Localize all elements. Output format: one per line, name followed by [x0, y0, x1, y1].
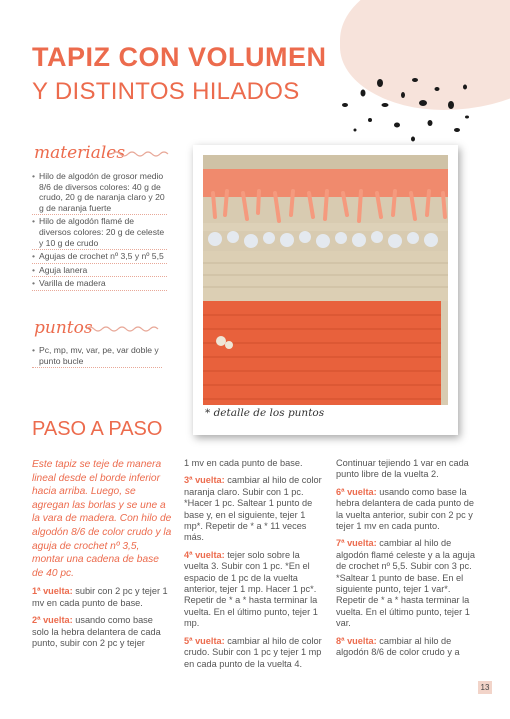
step-label: 5ª vuelta:: [184, 635, 225, 646]
step-label: 6ª vuelta:: [336, 486, 377, 497]
squiggle-decoration: [86, 325, 166, 333]
materials-list: [32, 170, 167, 291]
step-text: subir con 2 pc y tejer 1 mv en cada punto de base.: [32, 586, 168, 608]
step-text: tejer solo sobre la vuelta 3. Subir con 1 pc. *En el espacio de 1 pc de la vuelta anterior, tejer 1 mp. Hacer 1 pc*. Repetir de * a * hasta terminar la vuelta. En el último punto, tejer 1 mp.: [184, 549, 318, 629]
photo-caption: * detalle de los puntos: [205, 407, 325, 419]
step-text: cambiar al hilo de algodón 8/6 de color crudo y a: [336, 635, 460, 658]
text-column-2: [184, 458, 324, 676]
step-paragraph: [336, 636, 478, 659]
step-label: 8ª vuelta:: [336, 635, 377, 646]
step-text: cambiar al hilo de color naranja claro. Subir con 1 pc. *Hacer 1 pc. Saltear 1 punto de base y, en el siguiente, tejer 1 mp*. Repetir de * a * 11 veces más.: [184, 475, 322, 543]
list-item: • Hilo de algodón de grosor medio 8/6 de diversos colores: 40 g de crudo, 20 g de naranja claro y 20 g de naranja fuerte: [32, 170, 167, 215]
list-item: • Agujas de crochet nº 3,5 y nº 5,5: [32, 250, 167, 264]
squiggle-decoration: [112, 150, 172, 158]
stitches-list: [32, 345, 162, 368]
tapestry-photo: [203, 155, 448, 405]
step-paragraph: [32, 615, 172, 649]
step-label: 2ª vuelta:: [32, 615, 73, 626]
page-subtitle: Y DISTINTOS HILADOS: [32, 78, 300, 105]
step-paragraph: [336, 487, 478, 533]
step-label: 7ª vuelta:: [336, 538, 377, 549]
list-item: • Aguja lanera: [32, 264, 167, 278]
list-item: • Pc, mp, mv, var, pe, var doble y punto bucle: [32, 345, 162, 368]
step-label: 1ª vuelta:: [32, 586, 73, 597]
text-column-3: [336, 458, 478, 665]
page-number: 13: [478, 681, 492, 694]
step-label: 4ª vuelta:: [184, 549, 225, 560]
puntos-heading: puntos: [34, 318, 93, 338]
step-label: 3ª vuelta:: [184, 475, 225, 486]
step-paragraph: [32, 586, 172, 609]
photo-frame: [193, 145, 458, 435]
step-text: usando como base la hebra delantera de cada punto de la vuelta anterior, subir con 2 pc y tejer 1 mv en cada punto.: [336, 486, 474, 532]
list-item: • Hilo de algodón flamé de diversos colores: 20 g de celeste y 10 g de crudo: [32, 215, 167, 250]
step-paragraph: [184, 636, 324, 670]
section-heading: PASO A PASO: [32, 418, 163, 440]
materiales-heading: materiales: [34, 143, 126, 163]
list-item: • Varilla de madera: [32, 277, 167, 291]
page-title: TAPIZ CON VOLUMEN: [32, 42, 327, 72]
continuation-text: Continuar tejiendo 1 var en cada punto libre de la vuelta 2.: [336, 458, 469, 480]
step-paragraph: [336, 538, 478, 629]
step-text: cambiar al hilo de algodón flamé celeste y a la aguja de crochet nº 5,5. Subir con 3 pc. *Saltear 1 punto de base. En el siguiente punto, tejer 1 var*. Repetir de * a * hasta terminar la vuelta. En el último punto, tejer 1 var.: [336, 538, 475, 629]
step-text: cambiar al hilo de color crudo. Subir con 1 pc y tejer 1 mp en cada punto de la vuelta 4.: [184, 635, 322, 669]
intro-paragraph: Este tapiz se teje de manera lineal desde el borde inferior hacia arriba. Luego, se agregan las borlas y se une a la vara de madera. Con hilo de algodón 8/6 de color crudo y la aguja de crochet nº 3,5, montar una cadena de base de 40 pc.: [32, 459, 172, 579]
continuation-text: 1 mv en cada punto de base.: [184, 458, 303, 468]
step-paragraph: [184, 550, 324, 630]
step-text: usando como base solo la hebra delantera de cada punto, subir con 2 pc y tejer: [32, 615, 161, 648]
text-column-1: [32, 458, 172, 655]
decorative-ink-dots: [325, 75, 475, 155]
step-paragraph: [184, 475, 324, 543]
